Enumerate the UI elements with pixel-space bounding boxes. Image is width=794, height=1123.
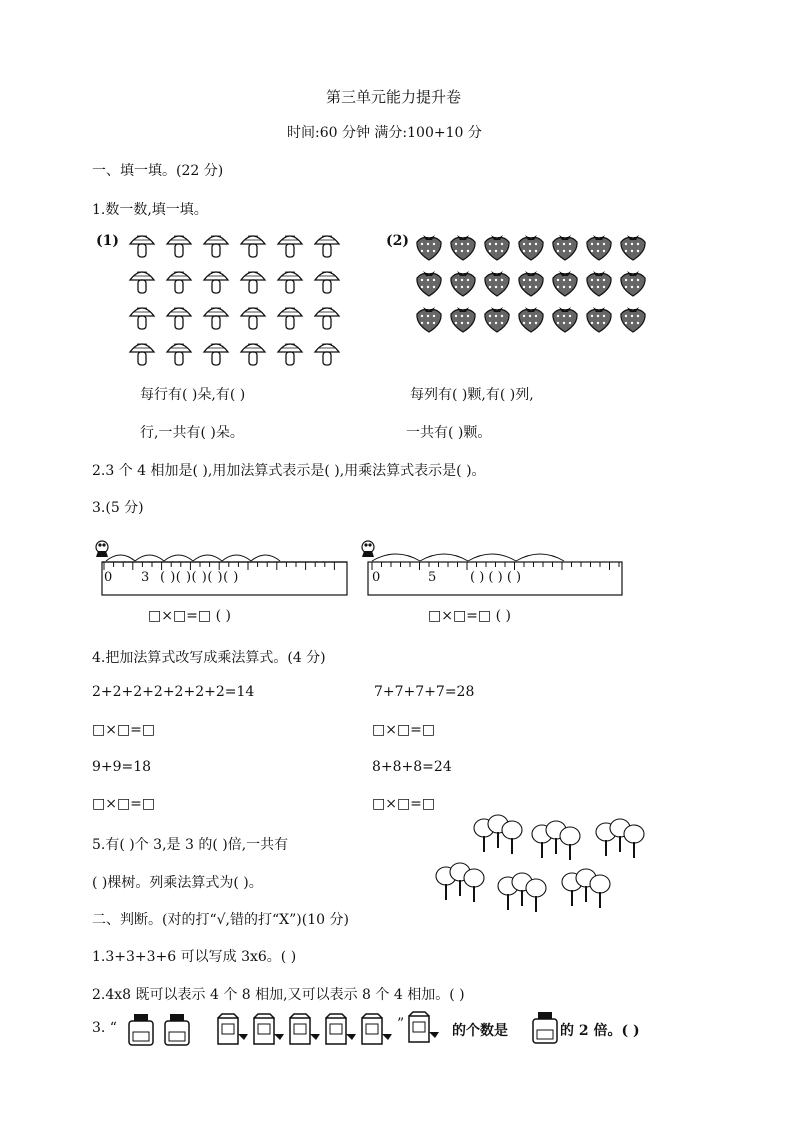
ink-bottle-icon [126, 1012, 156, 1048]
q4-formula-2: □×□=□ [372, 722, 436, 738]
mushroom-icon [239, 230, 267, 260]
strawberry-icon [414, 232, 444, 262]
q4-formula-4: □×□=□ [372, 796, 436, 812]
strawberry-icon [550, 232, 580, 262]
q3-text: 3.(5 分) [92, 500, 144, 516]
q3-left-formula: □×□=□ ( ) [148, 608, 231, 624]
mushroom-icon [202, 338, 230, 368]
mushroom-icon [276, 266, 304, 296]
tree-group-icon [562, 868, 618, 914]
tree-group-icon [532, 820, 588, 866]
q2-text: 2.3 个 4 相加是( ),用加法算式表示是( ),用乘法算式表示是( )。 [92, 463, 486, 479]
q4-formula-3: □×□=□ [92, 796, 156, 812]
mushroom-icon [202, 266, 230, 296]
mushroom-icon [313, 338, 341, 368]
milk-carton-icon [214, 1012, 252, 1048]
q1-part1-line2: 行,一共有( )朵。 [140, 425, 244, 441]
milk-carton-icon [286, 1012, 324, 1048]
q1-part2-line2: 一共有( )颗。 [406, 425, 492, 441]
left-ruler-blanks: ( )( )( )( )( ) [160, 570, 239, 585]
mushroom-icon [128, 302, 156, 332]
mushroom-icon [202, 230, 230, 260]
q3-right-formula: □×□=□ ( ) [428, 608, 511, 624]
milk-carton-icon [250, 1012, 288, 1048]
mushroom-icon [128, 338, 156, 368]
q1-part2-label: (2) [386, 233, 409, 249]
strawberry-icon [482, 232, 512, 262]
tree-group-icon [474, 814, 530, 860]
tree-illustration [436, 814, 686, 914]
exam-meta: 时间:60 分钟 满分:100+10 分 [287, 125, 482, 141]
strawberry-icon [482, 268, 512, 298]
s2-q1: 1.3+3+3+6 可以写成 3x6。( ) [92, 949, 297, 965]
mushroom-icon [165, 230, 193, 260]
strawberry-icon [550, 268, 580, 298]
section1-heading: 一、填一填。(22 分) [92, 163, 224, 179]
strawberry-icon [516, 232, 546, 262]
mushroom-icon [165, 266, 193, 296]
q1-part2-line1: 每列有( )颗,有( )列, [410, 387, 534, 403]
frog-icon [362, 541, 374, 557]
q3-icon-row [126, 1012, 426, 1052]
strawberry-icon [414, 268, 444, 298]
milk-carton-icon [322, 1012, 360, 1048]
q5-line2: ( )棵树。列乘法算式为( )。 [92, 875, 263, 891]
q4-expr-2: 7+7+7+7=28 [374, 684, 475, 700]
q4-expr-4: 8+8+8=24 [372, 759, 452, 775]
s2-q3-quote-close: ” [397, 1016, 405, 1032]
strawberry-icon [584, 304, 614, 334]
mushroom-icon [202, 302, 230, 332]
q1-part1-label: (1) [96, 233, 119, 249]
mushroom-icon [165, 338, 193, 368]
right-number-line [358, 535, 628, 600]
strawberry-icon [516, 268, 546, 298]
mushroom-icon [165, 302, 193, 332]
section2-heading: 二、判断。(对的打“√,错的打“X”)(10 分) [92, 912, 349, 928]
mushroom-icon [276, 338, 304, 368]
q1-text: 1.数一数,填一填。 [92, 202, 208, 218]
s2-q3-suffix-a: 的个数是 [452, 1023, 508, 1039]
strawberry-icon [482, 304, 512, 334]
page-title: 第三单元能力提升卷 [326, 88, 462, 106]
strawberry-icon [550, 304, 580, 334]
mushroom-icon [313, 230, 341, 260]
strawberry-icon [448, 232, 478, 262]
strawberry-grid [414, 232, 654, 342]
mushroom-icon [128, 230, 156, 260]
mushroom-icon [128, 266, 156, 296]
mushroom-grid [128, 230, 348, 370]
tree-group-icon [436, 862, 492, 908]
mushroom-icon [276, 302, 304, 332]
mushroom-icon [313, 302, 341, 332]
left-ruler-start: 0 [104, 570, 113, 585]
s2-q3-suffix-b: 的 2 倍。( ) [560, 1023, 640, 1039]
strawberry-icon [448, 304, 478, 334]
mushroom-icon [276, 230, 304, 260]
tree-group-icon [498, 872, 554, 918]
left-number-line [92, 535, 352, 600]
q4-text: 4.把加法算式改写成乘法算式。(4 分) [92, 650, 326, 666]
ink-bottle-icon [162, 1012, 192, 1048]
mushroom-icon [239, 338, 267, 368]
q4-expr-1: 2+2+2+2+2+2+2=14 [92, 684, 255, 700]
strawberry-icon [516, 304, 546, 334]
milk-carton-icon [358, 1012, 396, 1048]
mushroom-icon [239, 302, 267, 332]
strawberry-icon [618, 232, 648, 262]
s2-q3-prefix: 3. “ [92, 1020, 117, 1036]
milk-carton-icon [405, 1010, 445, 1046]
strawberry-icon [414, 304, 444, 334]
right-ruler-first: 5 [428, 570, 437, 585]
frog-icon [96, 541, 108, 557]
mushroom-icon [239, 266, 267, 296]
left-ruler-first: 3 [141, 570, 150, 585]
q5-line1: 5.有( )个 3,是 3 的( )倍,一共有 [92, 837, 289, 853]
q1-part1-line1: 每行有( )朵,有( ) [140, 387, 246, 403]
q4-formula-1: □×□=□ [92, 722, 156, 738]
strawberry-icon [448, 268, 478, 298]
strawberry-icon [618, 268, 648, 298]
s2-q2: 2.4x8 既可以表示 4 个 8 相加,又可以表示 8 个 4 相加。( ) [92, 987, 465, 1003]
ink-bottle-icon [530, 1010, 560, 1046]
q4-expr-3: 9+9=18 [92, 759, 152, 775]
tree-group-icon [596, 818, 652, 864]
mushroom-icon [313, 266, 341, 296]
strawberry-icon [618, 304, 648, 334]
right-ruler-blanks: ( ) ( ) ( ) [470, 570, 522, 585]
strawberry-icon [584, 268, 614, 298]
right-ruler-start: 0 [372, 570, 381, 585]
strawberry-icon [584, 232, 614, 262]
